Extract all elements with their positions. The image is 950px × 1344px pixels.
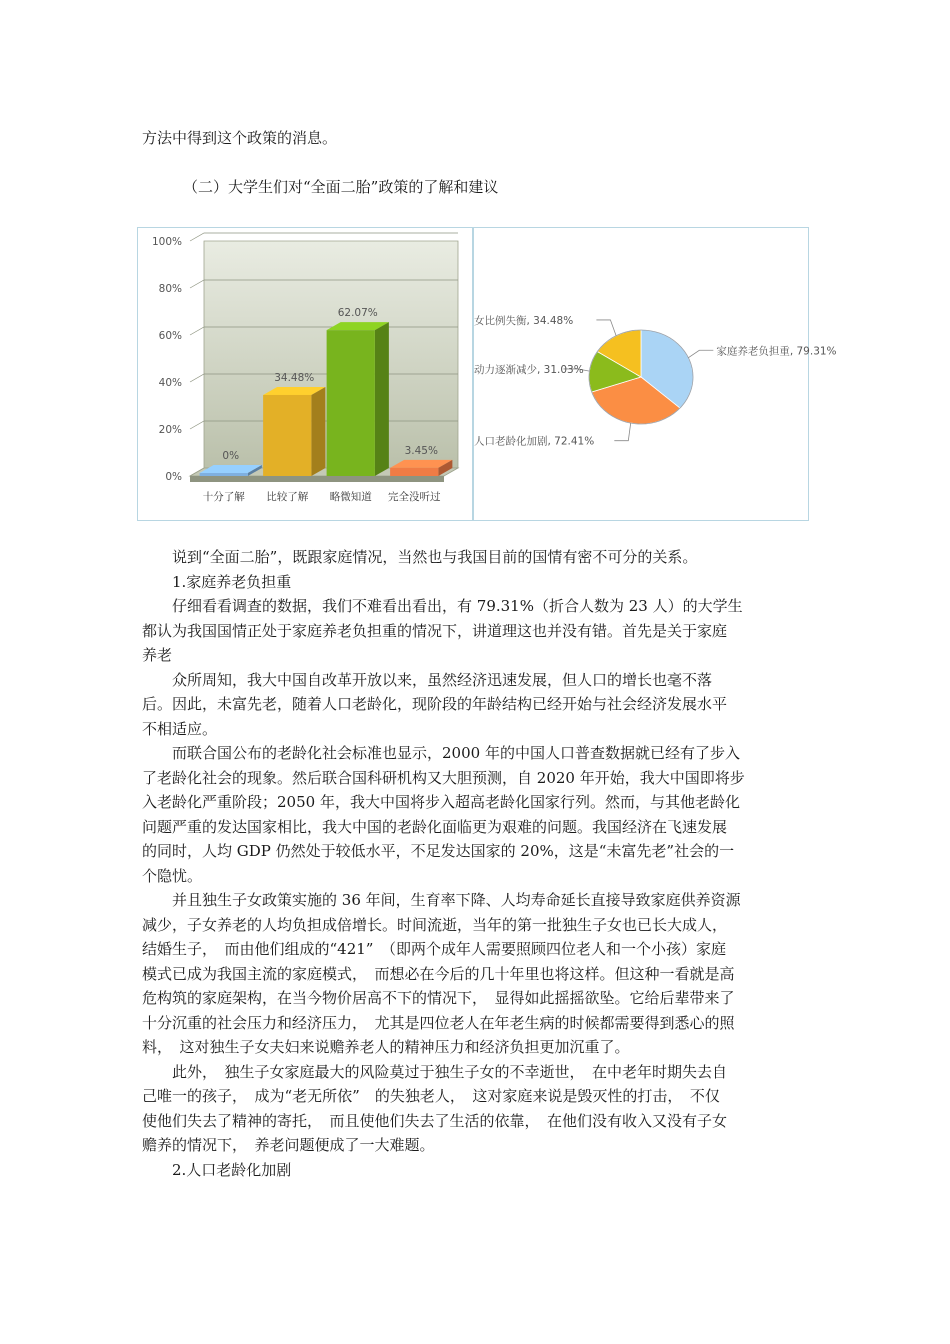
y-tick-label: 20% (158, 424, 182, 436)
bar-value-label: 3.45% (404, 444, 438, 457)
bar (263, 395, 311, 476)
paragraph-line: 养老 (142, 646, 173, 664)
paragraph-line: 己唯一的孩子， 成为“老无所依” 的失独老人， 这对家庭来说是毁灭性的打击， 不仅 (142, 1087, 720, 1105)
section-heading: （二）大学生们对“全面二胎”政策的了解和建议 (183, 178, 499, 196)
bar-side (375, 322, 389, 476)
paragraph-line: 不相适应。 (142, 719, 218, 738)
pie-label: 家庭养老负担重, 79.31% (716, 345, 837, 358)
y-tick-label: 80% (158, 283, 182, 295)
x-tick-label: 十分了解 (202, 491, 245, 503)
bar (390, 468, 438, 476)
paragraph-line: 都认为我国国情正处于家庭养老负担重的情况下，讲道理这也并没有错。首先是关于家庭 (142, 621, 728, 640)
x-tick-label: 略微知道 (329, 491, 372, 503)
plot-base (190, 476, 444, 482)
pie-chart (474, 228, 837, 520)
x-tick-label: 比较了解 (266, 491, 309, 503)
y-tick-label: 40% (158, 377, 182, 389)
pie-label: 女比例失衡, 34.48% (474, 314, 574, 327)
paragraph-line: 1.家庭养老负担重 (142, 572, 292, 591)
bar-value-label: 34.48% (274, 371, 315, 384)
bar-side (311, 387, 325, 476)
intro-line: 方法中得到这个政策的消息。 (142, 129, 338, 147)
paragraph-line: 料， 这对独生子女夫妇来说赡养老人的精神压力和经济负担更加沉重了。 (142, 1038, 630, 1056)
paragraph-line: 后。因此，未富先老，随着人口老龄化，现阶段的年龄结构已经开始与社会经济发展水平 (142, 695, 728, 713)
body-text (142, 545, 812, 1182)
paragraph-line: 个隐忧。 (142, 866, 203, 885)
paragraph-line: 减少，子女养老的人均负担成倍增长。时间流逝，当年的第一批独生子女也已长大成人， (142, 915, 728, 934)
y-tick-label: 100% (151, 236, 182, 248)
figure-row (137, 227, 837, 521)
paragraph-line: 2.人口老龄化加剧 (142, 1160, 292, 1179)
paragraph-line: 十分沉重的社会压力和经济压力， 尤其是四位老人在年老生病的时候都需要得到悉心的照 (142, 1013, 735, 1032)
paragraph-line: 结婚生子， 而由他们组成的“421” （即两个成年人需要照顾四位老人和一个小孩）家庭 (142, 940, 726, 958)
paragraph-line: 此外， 独生子女家庭最大的风险莫过于独生子女的不幸逝世， 在中老年时期失去自 (142, 1062, 728, 1081)
bar-chart-panel (137, 227, 473, 521)
paragraph-line: 众所周知，我大中国自改革开放以来，虽然经济迅速发展，但人口的增长也毫不落 (142, 670, 713, 689)
pie-label: 人口老龄化加剧, 72.41% (474, 435, 595, 448)
y-tick-label: 60% (158, 330, 182, 342)
bar-chart (138, 228, 472, 520)
paragraph-line: 的同时，人均 GDP 仍然处于较低水平，不足发达国家的 20%，这是“未富先老”社会的一 (142, 842, 735, 860)
paragraph-line: 入老龄化严重阶段；2050 年，我大中国将步入超高老龄化国家行列。然而，与其他老龄化 (142, 793, 740, 811)
bar (200, 473, 248, 476)
x-tick-label: 完全没听过 (388, 491, 441, 503)
pie-chart-panel (473, 227, 837, 521)
bar-value-label: 62.07% (337, 307, 378, 320)
y-tick-label: 0% (165, 471, 182, 483)
pie-leader-line (614, 423, 630, 441)
paragraph-line: 了老龄化社会的现象。然后联合国科研机构又大胆预测，自 2020 年开始，我大中国即将步 (142, 768, 745, 787)
gridline (190, 233, 458, 241)
paragraph-line: 而联合国公布的老龄化社会标准也显示，2000 年的中国人口普查数据就已经有了步入 (142, 744, 740, 762)
bar (327, 330, 375, 476)
paragraph-line: 使他们失去了精神的寄托， 而且使他们失去了生活的依靠， 在他们没有收入又没有子女 (142, 1111, 728, 1130)
paragraph-line: 说到“全面二胎”，既跟家庭情况，当然也与我国目前的国情有密不可分的关系。 (142, 548, 698, 566)
paragraph-line: 并且独生子女政策实施的 36 年间，生育率下降、人均寿命延长直接导致家庭供养资源 (142, 891, 741, 909)
pie-leader-line (596, 320, 616, 336)
bar-value-label: 0% (222, 450, 240, 462)
paragraph-line: 仔细看看调查的数据，我们不难看出看出，有 79.31%（折合人数为 23 人）的大学生 (142, 597, 743, 615)
paragraph-line: 模式已成为我国主流的家庭模式， 而想必在今后的几十年里也将这样。但这种一看就是高 (142, 964, 735, 983)
paragraph-line: 问题严重的发达国家相比，我大中国的老龄化面临更为艰难的问题。我国经济在飞速发展 (142, 817, 728, 836)
pie-leader-line (688, 350, 713, 357)
paragraph-line: 危构筑的家庭架构，在当今物价居高不下的情况下， 显得如此摇摇欲坠。它给后辈带来了 (142, 989, 735, 1007)
paragraph-line: 赡养的情况下， 养老问题便成了一大难题。 (142, 1136, 435, 1154)
pie-label: 动力逐渐减少, 31.03% (474, 363, 584, 376)
